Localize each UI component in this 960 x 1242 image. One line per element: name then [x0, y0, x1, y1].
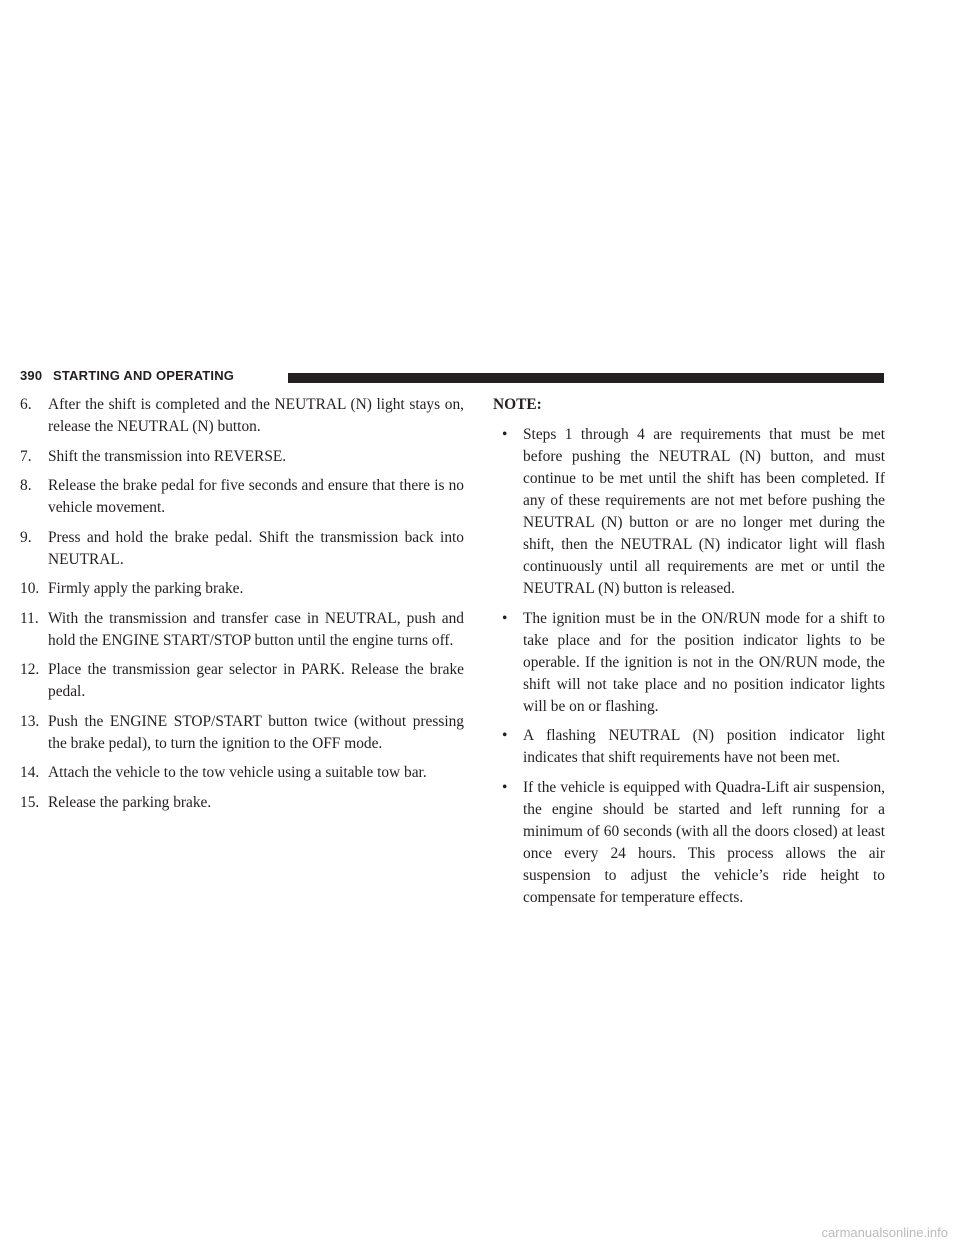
note-bullet	[493, 725, 885, 769]
note-text: If the vehicle is equipped with Quadra-Lift air suspension, the engine should be started and left running for a minimum of 60 seconds (with all the doors closed) at least once every 24 hours. This process allows the air suspension to adjust the vehicle’s ride height to compensate for temperature effects.	[523, 778, 885, 906]
step-item	[20, 659, 464, 703]
step-text: After the shift is completed and the NEUTRAL (N) light stays on, release the NEUTRAL (N) button.	[48, 396, 464, 435]
step-text: Firmly apply the parking brake.	[48, 580, 244, 597]
watermark: carmanualsonline.info	[821, 1225, 948, 1240]
step-item	[20, 446, 464, 468]
step-number: 11.	[20, 609, 39, 627]
step-item	[20, 711, 464, 755]
header-rule	[288, 373, 884, 383]
step-item	[20, 578, 464, 600]
step-text: Release the parking brake.	[48, 793, 212, 811]
step-text: Attach the vehicle to the tow vehicle using a suitable tow bar.	[48, 764, 427, 781]
right-column	[493, 394, 885, 916]
note-bullet	[493, 424, 885, 600]
step-text: Press and hold the brake pedal. Shift the transmission back into NEUTRAL.	[48, 528, 464, 568]
step-text: With the transmission and transfer case in NEUTRAL, push and hold the ENGINE START/STOP button until the engine turns off.	[48, 609, 464, 649]
page-header	[20, 367, 884, 385]
step-number: 13.	[20, 712, 40, 730]
step-text: Push the ENGINE STOP/START button twice (without pressing the brake pedal), to turn the ignition to the OFF mode.	[48, 712, 464, 752]
step-item	[20, 475, 464, 519]
note-bullet	[493, 608, 885, 718]
step-text: Shift the transmission into REVERSE.	[48, 447, 287, 465]
note-text: The ignition must be in the ON/RUN mode for a shift to take place and for the position indicator lights to be operable. If the ignition is not in the ON/RUN mode, the shift will not take place and no position indicator lights will be on or flashing.	[523, 609, 885, 715]
step-number: 7.	[20, 447, 32, 465]
step-number: 10.	[20, 580, 40, 597]
step-text: Place the transmission gear selector in PARK. Release the brake pedal.	[48, 661, 464, 700]
step-number: 6.	[20, 396, 32, 413]
step-item	[20, 792, 464, 814]
left-column	[20, 394, 464, 821]
bullet-glyph: •	[502, 727, 508, 744]
note-heading: NOTE:	[493, 396, 542, 413]
step-number: 12.	[20, 661, 40, 678]
page-number: 390	[20, 368, 43, 383]
note-bullet	[493, 777, 885, 909]
step-number: 8.	[20, 477, 32, 494]
section-title: STARTING AND OPERATING	[53, 368, 235, 383]
note-text: Steps 1 through 4 are requirements that must be met before pushing the NEUTRAL (N) button, and must continue to be met until the shift has been completed. If any of these requirements are not met before pushing the NEUTRAL (N) button or are no longer met during the shift, then the NEUTRAL (N) indicator light will flash continuously until all requirements are met or until the NEUTRAL (N) button is released.	[523, 426, 885, 597]
bullet-glyph: •	[502, 426, 508, 443]
step-item	[20, 394, 464, 438]
bullet-glyph: •	[502, 778, 508, 796]
step-number: 15.	[20, 793, 40, 811]
step-item	[20, 527, 464, 571]
step-number: 9.	[20, 528, 32, 546]
bullet-glyph: •	[502, 609, 508, 627]
step-item	[20, 608, 464, 652]
step-item	[20, 762, 464, 784]
note-text: A flashing NEUTRAL (N) position indicator light indicates that shift requirements have not been met.	[523, 727, 885, 766]
step-number: 14.	[20, 764, 40, 781]
step-text: Release the brake pedal for five seconds and ensure that there is no vehicle movement.	[48, 477, 464, 516]
